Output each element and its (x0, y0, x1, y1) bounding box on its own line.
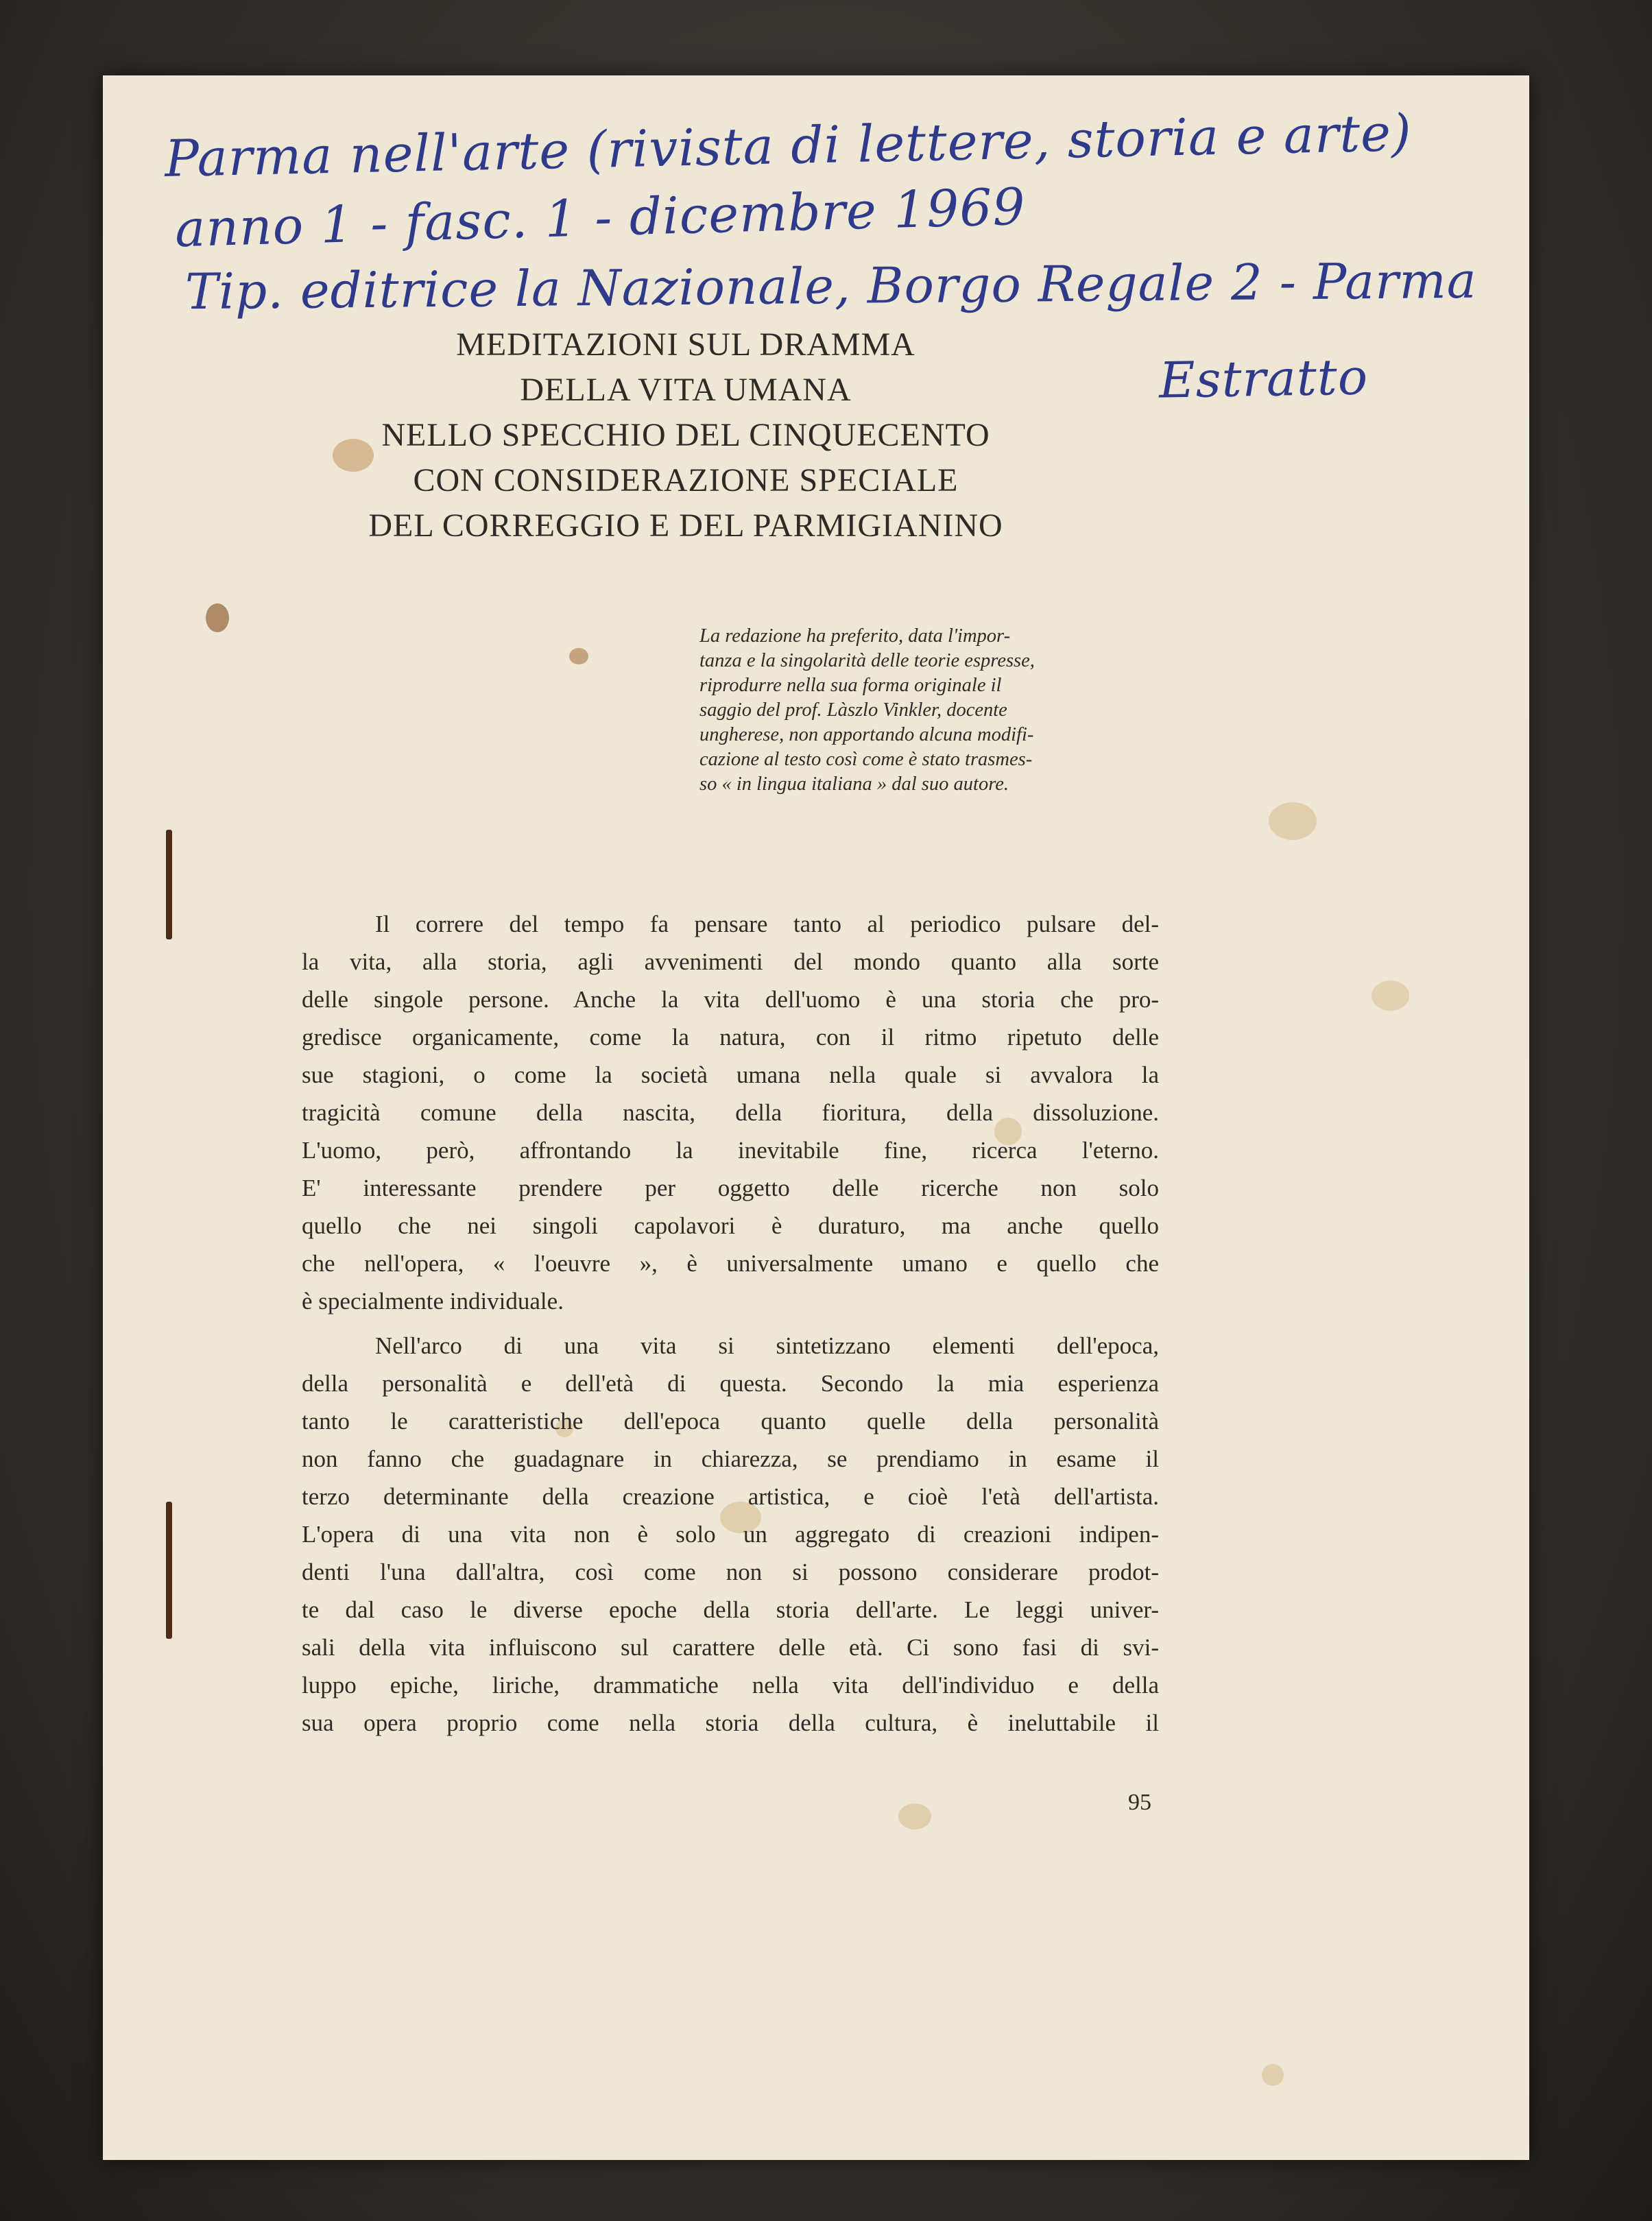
handwritten-note-estratto: Estratto (1158, 348, 1369, 409)
body-line: delle singole persone. Anche la vita dell'uomo è una storia che pro- (302, 986, 1159, 1013)
page-number: 95 (1128, 1790, 1151, 1815)
foxing-stain (1269, 802, 1317, 840)
title-line: NELLO SPECCHIO DEL CINQUECENTO (381, 417, 990, 453)
staple-bottom (166, 1502, 172, 1639)
body-line: terzo determinante della creazione artistica, e cioè l'età dell'artista. (302, 1483, 1159, 1510)
editor-note-line: tanza e la singolarità delle teorie espresse, (699, 650, 1035, 671)
body-line: è specialmente individuale. (302, 1288, 564, 1314)
handwritten-note-line-3: Tip. editrice la Nazionale, Borgo Regale 2 - Parma (184, 251, 1477, 321)
article-title (343, 322, 1029, 549)
body-line: non fanno che guadagnare in chiarezza, se prendiamo in esame il (302, 1445, 1159, 1472)
article-body (302, 905, 1159, 1742)
body-line: la vita, alla storia, agli avvenimenti del mondo quanto alla sorte (302, 948, 1159, 975)
body-line: te dal caso le diverse epoche della storia dell'arte. Le leggi univer- (302, 1596, 1159, 1623)
editor-note-line: La redazione ha preferito, data l'impor- (699, 625, 1011, 647)
title-line: DELLA VITA UMANA (520, 372, 852, 408)
body-line: gredisce organicamente, come la natura, con il ritmo ripetuto delle (302, 1024, 1159, 1051)
body-line: E' interessante prendere per oggetto delle ricerche non solo (302, 1175, 1159, 1201)
handwritten-note-line-1: Parma nell'arte (rivista di lettere, storia e arte) (164, 103, 1413, 189)
document-page (103, 75, 1529, 2160)
editor-note-line: ungherese, non apportando alcuna modifi- (699, 724, 1034, 745)
editor-note-line: riprodurre nella sua forma originale il (699, 675, 1002, 696)
body-line: tanto le caratteristiche dell'epoca quanto quelle della personalità (302, 1408, 1159, 1434)
title-line: MEDITAZIONI SUL DRAMMA (456, 326, 915, 363)
staple-top (166, 830, 172, 939)
foxing-stain (1372, 981, 1409, 1011)
title-line: CON CONSIDERAZIONE SPECIALE (413, 462, 959, 499)
body-line: luppo epiche, liriche, drammatiche nella vita dell'individuo e della (302, 1672, 1159, 1698)
body-line: quello che nei singoli capolavori è duraturo, ma anche quello (302, 1212, 1159, 1239)
paragraph-spacer (302, 1320, 1159, 1327)
body-line: che nell'opera, « l'oeuvre », è universalmente umano e quello che (302, 1250, 1159, 1277)
editor-note-line: so « in lingua italiana » dal suo autore. (699, 773, 1009, 795)
editor-note (699, 624, 1159, 797)
foxing-stain (1262, 2064, 1284, 2086)
handwritten-note-line-2: anno 1 - fasc. 1 - dicembre 1969 (174, 177, 1027, 259)
body-line: della personalità e dell'età di questa. Secondo la mia esperienza (302, 1370, 1159, 1397)
body-line: denti l'una dall'altra, così come non si possono considerare prodot- (302, 1559, 1159, 1585)
editor-note-line: saggio del prof. Làszlo Vinkler, docente (699, 699, 1007, 721)
body-line: L'opera di una vita non è solo un aggregato di creazioni indipen- (302, 1521, 1159, 1548)
body-line: sua opera proprio come nella storia della cultura, è ineluttabile il (302, 1709, 1159, 1736)
foxing-stain (206, 603, 229, 632)
body-line: tragicità comune della nascita, della fioritura, della dissoluzione. (302, 1099, 1159, 1126)
foxing-stain (569, 648, 588, 664)
body-line: sue stagioni, o come la società umana nella quale si avvalora la (302, 1061, 1159, 1088)
title-line: DEL CORREGGIO E DEL PARMIGIANINO (368, 507, 1003, 544)
body-line: L'uomo, però, affrontando la inevitabile fine, ricerca l'eterno. (302, 1137, 1159, 1164)
foxing-stain (898, 1803, 931, 1829)
body-line: sali della vita influiscono sul carattere delle età. Ci sono fasi di svi- (302, 1634, 1159, 1661)
body-line: Nell'arco di una vita si sintetizzano elementi dell'epoca, (375, 1332, 1159, 1359)
body-line: Il correre del tempo fa pensare tanto al periodico pulsare del- (375, 911, 1159, 937)
editor-note-line: cazione al testo così come è stato trasmes- (699, 749, 1033, 770)
